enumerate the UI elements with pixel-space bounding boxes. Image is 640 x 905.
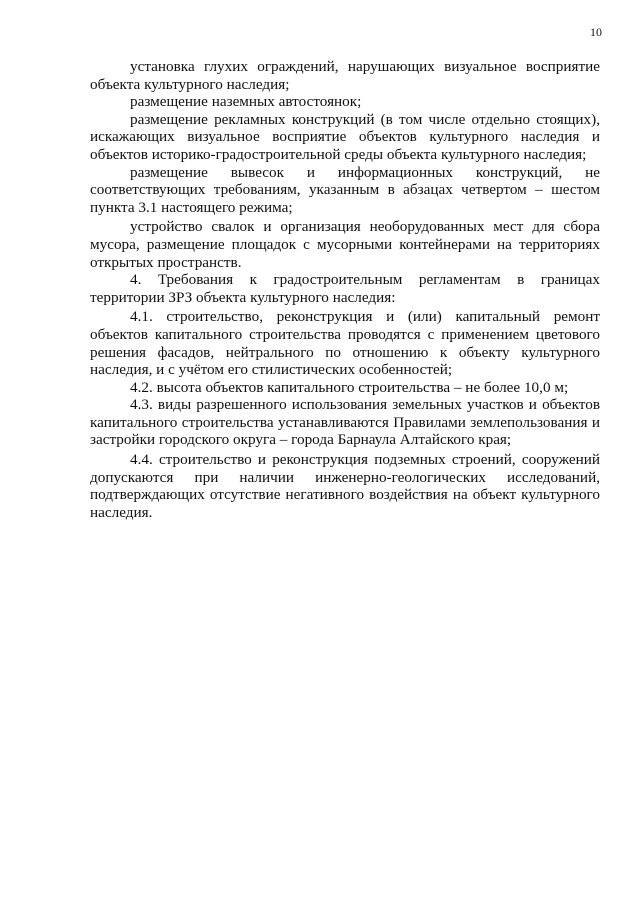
paragraph-dumps: устройство свалок и организация необорудованных мест для сбора мусора, размещение площадок с мусорными контейнерами на территориях открытых пространств.	[90, 218, 600, 271]
paragraph-signboards: размещение вывесок и информационных конструкций, не соответствующих требованиям, указанным в абзацах четвертом – шестом пункта 3.1 настоящего режима;	[90, 163, 600, 216]
paragraph-advertising: размещение рекламных конструкций (в том числе отдельно стоящих), искажающих визуальное восприятие объектов культурного наследия и объектов историко-градостроительной среды объекта культурного наследия;	[90, 110, 600, 163]
paragraph-4-3: 4.3. виды разрешенного использования земельных участков и объектов капитального строительства устанавливаются Правилами землепользования и застройки городского округа – города Барнаула Алтайского края;	[90, 396, 600, 449]
paragraph-fences: установка глухих ограждений, нарушающих визуальное восприятие объекта культурного наследия;	[90, 58, 600, 93]
paragraph-4-4: 4.4. строительство и реконструкция подземных строений, сооружений допускаются при наличии инженерно-геологических исследований, подтверждающих отсутствие негативного воздействия на объект культурного наследия.	[90, 451, 600, 521]
page-number: 10	[590, 25, 602, 39]
paragraph-4-1: 4.1. строительство, реконструкция и (или) капитальный ремонт объектов капитального строительства проводятся с применением цветового решения фасадов, нейтрального по отношению к объекту культурного наследия, и с учётом его стилистических особенностей;	[90, 308, 600, 379]
paragraph-4-2: 4.2. высота объектов капитального строительства – не более 10,0 м;	[130, 378, 569, 396]
paragraph-section-4: 4. Требования к градостроительным регламентам в границах территории ЗРЗ объекта культурного наследия:	[90, 271, 600, 306]
paragraph-parking: размещение наземных автостоянок;	[130, 93, 362, 111]
document-body	[90, 58, 600, 521]
